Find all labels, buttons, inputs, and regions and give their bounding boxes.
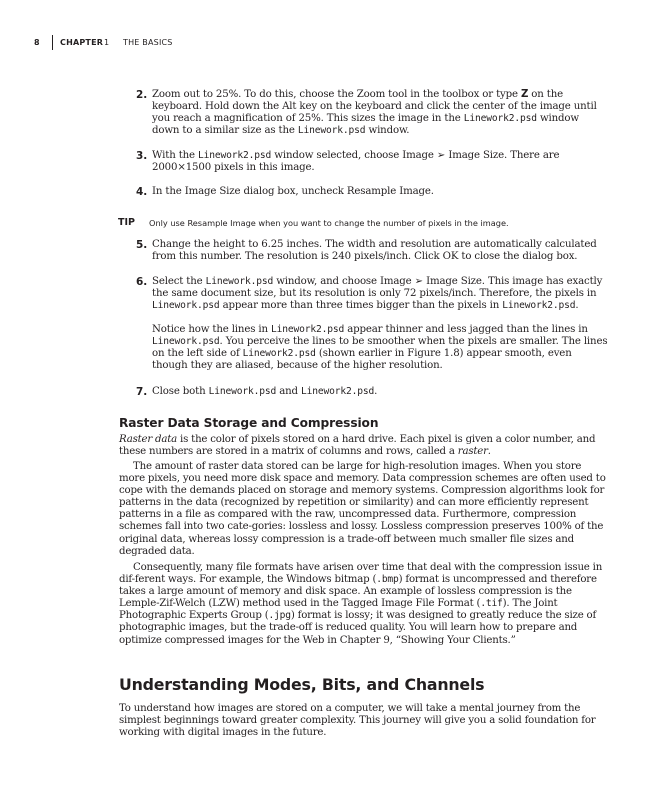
raster-paragraph-1: Raster data is the color of pixels stored on a hard drive. Each pixel is given a color number, and these numbers are stored in a matrix of columns and rows, called a raster. bbox=[119, 434, 596, 458]
step-number: 4. bbox=[136, 186, 148, 198]
step-number: 3. bbox=[136, 150, 148, 162]
filename: Linework.psd bbox=[152, 336, 220, 348]
step-text: Zoom out to 25%. To do this, choose the Zoom tool in the toolbox or type Z on the keyboard. Hold down the Alt key on the keyboard and click the center of the image until you reach a magnification of 25%. This sizes the image in the Linework2.psd window down to a similar size as the Linework.psd window. bbox=[152, 89, 597, 137]
filename: Linework.psd bbox=[297, 125, 366, 137]
step-4 bbox=[136, 186, 608, 198]
section-heading-raster: Raster Data Storage and Compression bbox=[119, 416, 379, 430]
step-text: In the Image Size dialog box, uncheck Resample Image. bbox=[152, 186, 434, 197]
tip-text: Only use Resample Image when you want to change the number of pixels in the image. bbox=[149, 218, 509, 228]
step-5 bbox=[136, 239, 608, 263]
step-text: With the Linework2.psd window selected, choose Image ➢ Image Size. There are 2000×1500 pixels in this image. bbox=[152, 150, 560, 174]
filename: Linework.psd bbox=[208, 386, 277, 397]
chapter-title: THE BASICS bbox=[123, 38, 173, 47]
key-z: Z bbox=[520, 89, 529, 100]
filename: Linework2.psd bbox=[301, 386, 375, 397]
step-number: 6. bbox=[136, 276, 148, 288]
step-6-note: Notice how the lines in Linework2.psd appear thinner and less jagged than the lines in Linework.psd. You perceive the lines to be smoother when the pixels are smaller. The lines on the left side of Linework2.psd (shown earlier in Figure 1.8) appear smooth, even though they are aliased, because of the higher resolution. bbox=[152, 324, 608, 372]
step-3 bbox=[136, 150, 608, 174]
step-text: Close both Linework.psd and Linework2.psd. bbox=[152, 386, 378, 397]
filename: Linework.psd bbox=[205, 276, 274, 287]
step-text: Change the height to 6.25 inches. The width and resolution are automatically calculated from this number. The resolution is 240 pixels/inch. Click OK to close the dialog box. bbox=[152, 239, 597, 263]
step-6 bbox=[136, 276, 608, 312]
filename: Linework2.psd bbox=[502, 300, 576, 312]
raster-paragraph-3: Consequently, many file formats have arisen over time that deal with the compression issue in dif-ferent ways. For example, the Windows bitmap (.bmp) format is uncompressed and therefore takes a large amount of memory and disk space. An example of lossless compression is the Lemple-Zif-Welch (LZW) method used in the Tagged Image File Format (.tif). The Joint Photographic Experts Group (.jpg) format is lossy; it was designed to greatly reduce the size of photographic images, but the trade-off is reduced quality. You will learn how to prepare and optimize compressed images for the Web in Chapter 9, “Showing Your Clients.” bbox=[119, 562, 603, 646]
raster-paragraph-2: The amount of raster data stored can be large for high-resolution images. When you store more pixels, you need more disk space and memory. Data compression schemes are often used to cope with the demands placed on storage and memory systems. Compression algorithms look for patterns in the data (recognized by repetition or similarity) and can more efficiently represent patterns in a file as compared with the raw, uncompressed data. Furthermore, compression schemes fall into two cate-gories: lossless and lossy. Lossless compression preserves 100% of the original data, whereas lossy compression is a trade-off between much smaller file sizes and degraded data. bbox=[119, 461, 606, 557]
step-text: Select the Linework.psd window, and choose Image ➢ Image Size. This image has exactly the same document size, but its resolution is only 72 pixels/inch. Therefore, the pixels in Linework.psd appear more than three times bigger than the pixels in Linework2.psd. bbox=[152, 276, 603, 312]
file-extension: .jpg bbox=[268, 610, 291, 622]
filename: Linework2.psd bbox=[270, 324, 345, 335]
file-extension: .bmp bbox=[376, 574, 399, 586]
header-divider bbox=[52, 35, 53, 50]
page-number: 8 bbox=[34, 38, 40, 47]
filename: Linework2.psd bbox=[242, 348, 316, 360]
step-number: 5. bbox=[136, 239, 148, 251]
step-7 bbox=[136, 386, 608, 398]
filename: Linework2.psd bbox=[463, 113, 537, 125]
modes-paragraph-1: To understand how images are stored on a computer, we will take a mental journey from the simplest beginnings toward greater complexity. This journey will give you a solid foundation for working with digital images in the future. bbox=[119, 703, 596, 739]
step-number: 7. bbox=[136, 386, 148, 398]
filename: Linework.psd bbox=[152, 300, 220, 312]
tip-label: TIP bbox=[118, 217, 135, 228]
chapter-number: 1 bbox=[104, 38, 110, 47]
section-heading-modes: Understanding Modes, Bits, and Channels bbox=[119, 675, 485, 694]
filename: Linework2.psd bbox=[198, 150, 272, 161]
chapter-label: CHAPTER bbox=[60, 38, 104, 47]
running-header bbox=[0, 33, 665, 53]
file-extension: .tif bbox=[480, 598, 503, 610]
step-number: 2. bbox=[136, 89, 148, 101]
step-2 bbox=[136, 89, 608, 137]
